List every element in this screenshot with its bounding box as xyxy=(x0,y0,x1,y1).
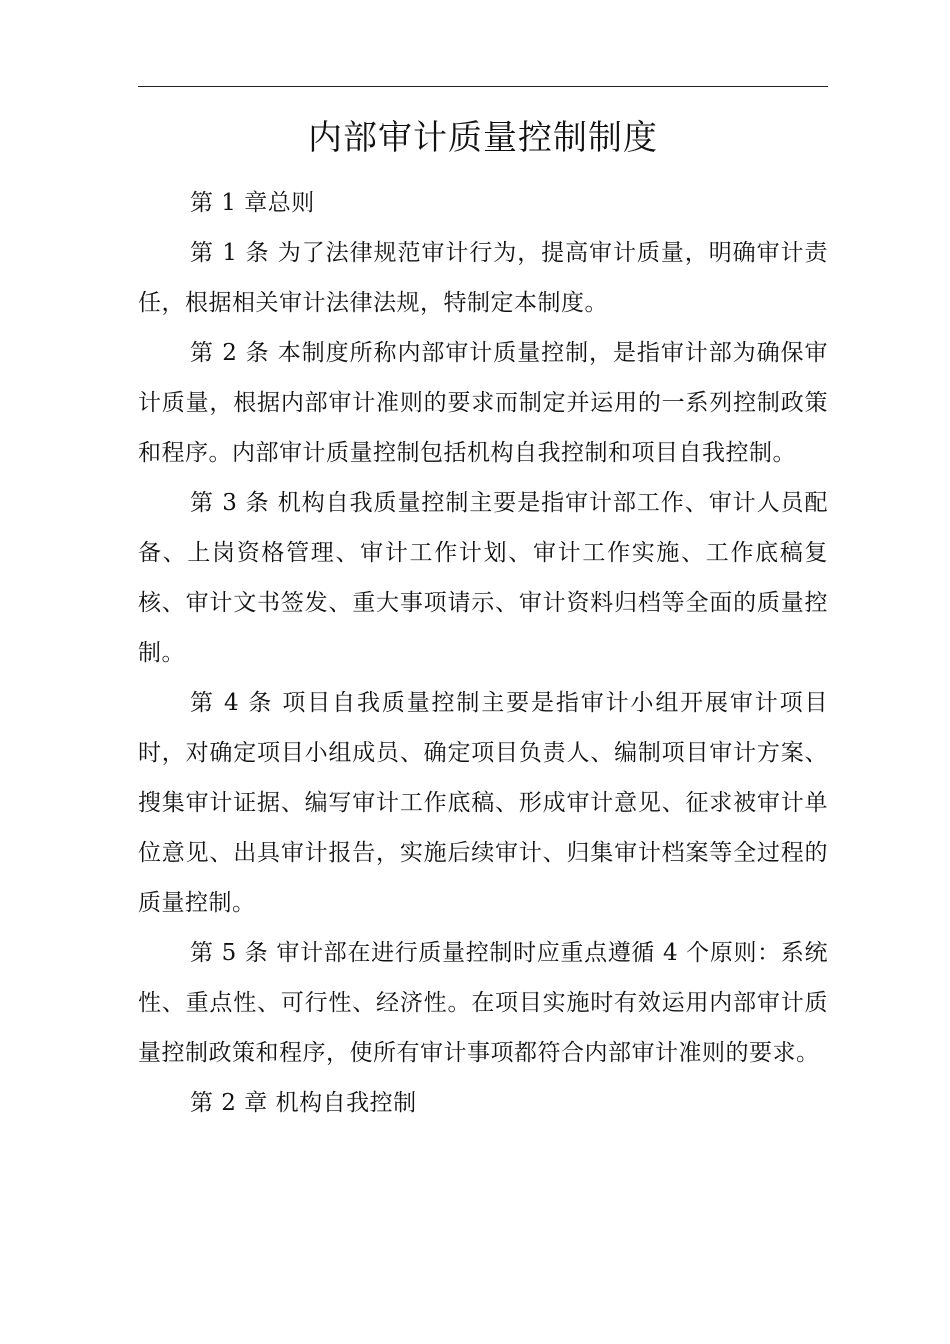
chapter-heading: 第 1 章总则 xyxy=(190,190,315,216)
article-paragraph: 第 4 条 项目自我质量控制主要是指审计小组开展审计项目时，对确定项目小组成员、确定项目负责人、编制项目审计方案、搜集审计证据、编写审计工作底稿、形成审计意见、征求被审计单位意见、出具审计报告，实施后续审计、归集审计档案等全过程的质量控制。 xyxy=(138,690,828,916)
article-paragraph: 第 1 条 为了法律规范审计行为，提高审计质量，明确审计责任，根据相关审计法律法规，特制定本制度。 xyxy=(138,240,828,316)
header-rule xyxy=(138,86,828,87)
chapter-heading: 第 2 章 机构自我控制 xyxy=(190,1090,417,1116)
document-title: 内部审计质量控制制度 xyxy=(308,118,658,158)
article-paragraph: 第 5 条 审计部在进行质量控制时应重点遵循 4 个原则：系统性、重点性、可行性、经济性。在项目实施时有效运用内部审计质量控制政策和程序，使所有审计事项都符合内部审计准则的要求。 xyxy=(138,940,828,1066)
article-paragraph: 第 2 条 本制度所称内部审计质量控制，是指审计部为确保审计质量，根据内部审计准则的要求而制定并运用的一系列控制政策和程序。内部审计质量控制包括机构自我控制和项目自我控制。 xyxy=(138,340,828,466)
document-body xyxy=(138,178,828,1128)
article-paragraph: 第 3 条 机构自我质量控制主要是指审计部工作、审计人员配备、上岗资格管理、审计工作计划、审计工作实施、工作底稿复核、审计文书签发、重大事项请示、审计资料归档等全面的质量控制。 xyxy=(138,490,828,666)
